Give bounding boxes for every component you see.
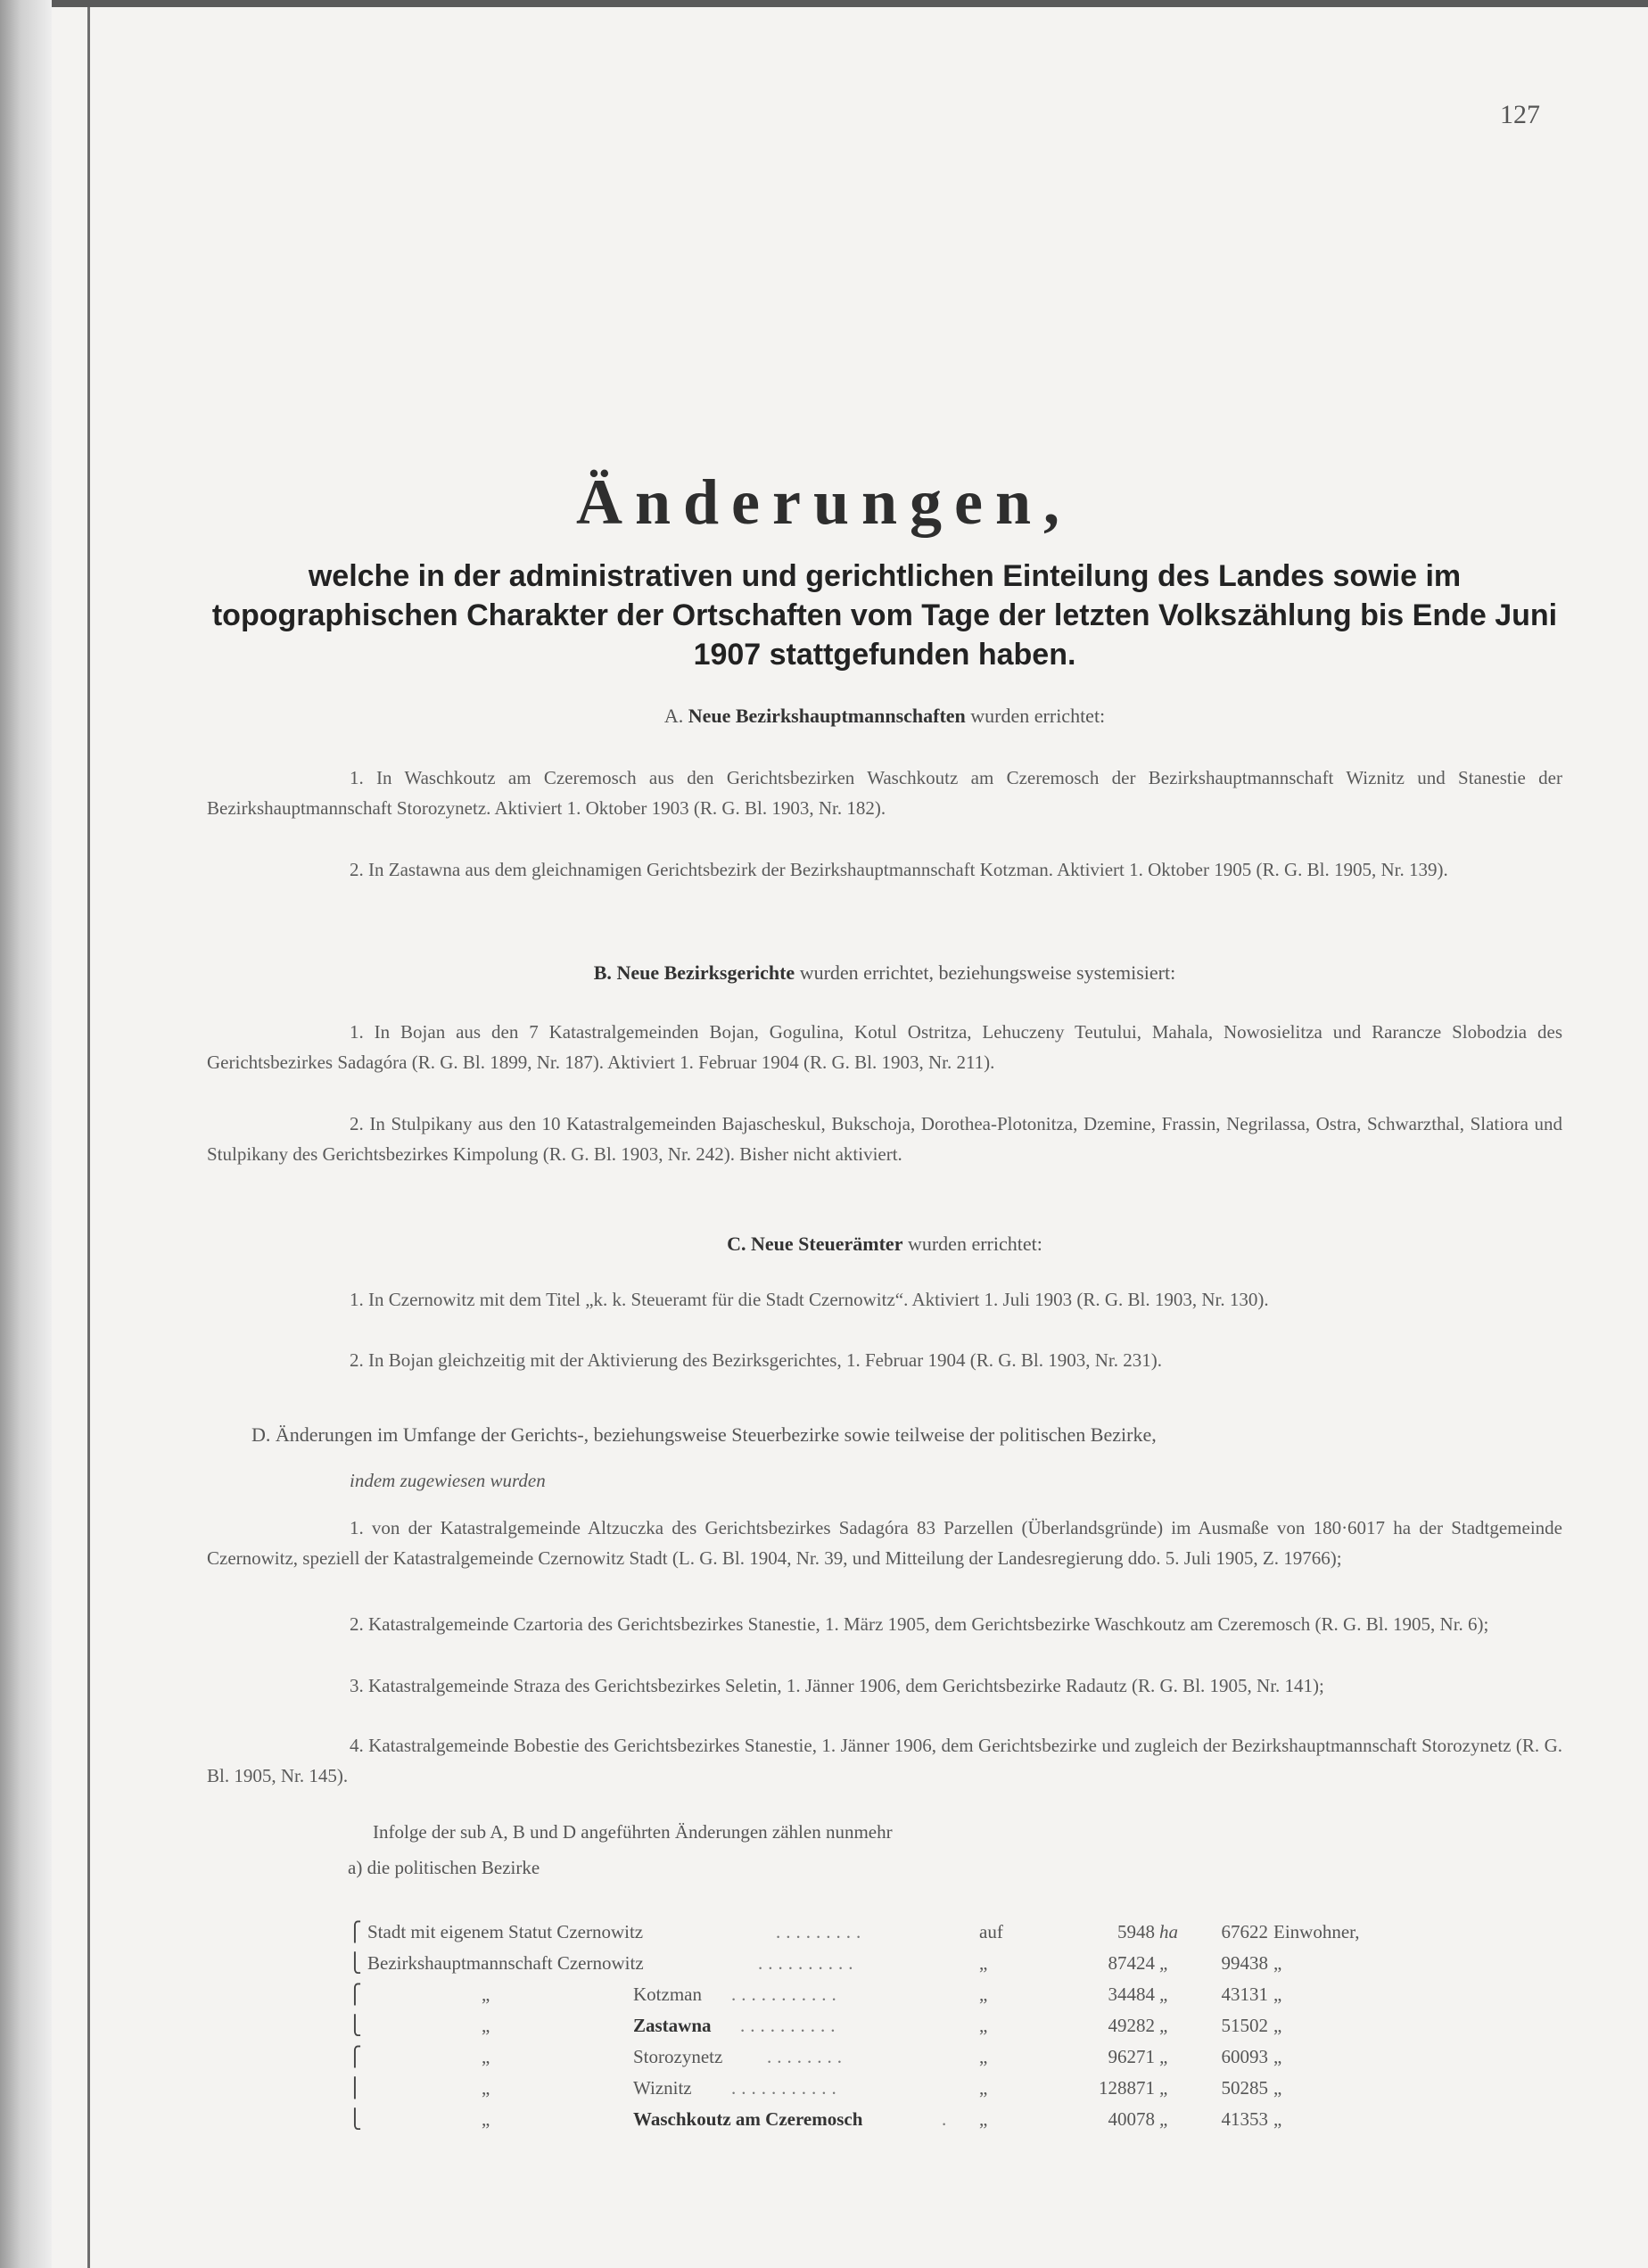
ditto-mark: „	[482, 2046, 490, 2067]
section-d-heading: D. Änderungen im Umfange der Gerichts-, beziehungsweise Steuerbezirke sowie teilweise der politischen Bezirke,	[251, 1423, 1157, 1446]
leader-dots: ...........	[731, 2077, 842, 2099]
population-value: 67622	[1221, 1921, 1268, 1942]
area-unit: „	[1159, 1983, 1170, 2005]
area-value: 34484	[1108, 1983, 1155, 2005]
section-a-heading	[207, 705, 1562, 728]
ditto-mark: „	[482, 2015, 490, 2036]
prep: „	[979, 2015, 988, 2036]
district-table	[348, 1921, 1382, 2140]
section-d-subheading: indem zugewiesen wurden	[350, 1470, 546, 1491]
area-unit: „	[1159, 2077, 1170, 2099]
population-label: „	[1273, 2046, 1282, 2067]
page-title: Änderungen,	[575, 466, 1073, 538]
ditto-mark: „	[482, 2108, 490, 2130]
ditto-mark: „	[482, 1983, 490, 2005]
brace-bottom: ⎩	[348, 1952, 362, 1974]
leader-dots: ..........	[758, 1952, 859, 1974]
population-value: 51502	[1221, 2015, 1268, 2036]
district-name: Stadt mit eigenem Statut Czernowitz	[367, 1921, 644, 1942]
section-c-label: C.	[727, 1233, 746, 1255]
section-c-item-2: 2. In Bojan gleichzeitig mit der Aktivierung des Bezirksgerichtes, 1. Februar 1904 (R. G. Bl. 1903, Nr. 231).	[350, 1349, 1162, 1371]
table-row	[348, 2108, 1382, 2140]
top-edge-rule	[52, 0, 1648, 7]
prep: „	[979, 1952, 988, 1974]
district-name: Kotzman	[633, 1983, 702, 2005]
section-c-title: Neue Steuerämter	[751, 1233, 903, 1255]
section-b-item-2: 2. In Stulpikany aus den 10 Katastralgemeinden Bajascheskul, Bukschoja, Dorothea-Plotonitza, Dzemine, Frassin, Negrilassa, Ostra, Schwarzthal, Slatiora und Stulpikany des Gerichtsbezirkes Kimpolung (R. G. Bl. 1903, Nr. 242). Bisher nicht aktiviert.	[207, 1113, 1562, 1165]
summary-item-a: a) die politischen Bezirke	[348, 1857, 540, 1878]
prep: „	[979, 2077, 988, 2099]
section-a-title: Neue Bezirkshauptmannschaften	[688, 705, 966, 727]
district-name: Bezirkshauptmannschaft Czernowitz	[367, 1952, 644, 1974]
section-b-title: Neue Bezirksgerichte	[616, 961, 795, 984]
population-label: „	[1273, 1952, 1282, 1974]
margin-rule	[87, 0, 90, 2268]
prep: „	[979, 2046, 988, 2067]
population-value: 60093	[1221, 2046, 1268, 2067]
section-b-rest: wurden errichtet, beziehungsweise systemisiert:	[799, 961, 1176, 984]
leader-dots: .........	[776, 1921, 867, 1942]
brace-top: ⎧	[348, 1921, 362, 1942]
area-unit: „	[1159, 2015, 1170, 2036]
brace-bottom: ⎩	[348, 2015, 362, 2036]
population-label: Einwohner,	[1273, 1921, 1360, 1942]
table-row	[348, 2077, 1382, 2108]
area-value: 87424	[1108, 1952, 1155, 1974]
prep: „	[979, 1983, 988, 2005]
brace-bottom: ⎩	[348, 2108, 362, 2130]
population-value: 99438	[1221, 1952, 1268, 1974]
page-subtitle: welche in der administrativen und gerichtlichen Einteilung des Landes sowie im topographischen Charakter der Ortschaften vom Tage der letzten Volkszählung bis Ende Juni 1907 stattgefunden haben.	[211, 559, 1558, 672]
section-d-item-1: 1. von der Katastralgemeinde Altzuczka des Gerichtsbezirkes Sadagóra 83 Parzellen (Überlandsgründe) im Ausmaße von 180·6017 ha der Stadtgemeinde Czernowitz, speziell der Katastralgemeinde Czernowitz Stadt (L. G. Bl. 1904, Nr. 39, und Mitteilung der Landesregierung ddo. 5. Juli 1905, Z. 19766);	[207, 1517, 1562, 1569]
table-row	[348, 2015, 1382, 2046]
leader-dots: ..........	[740, 2015, 841, 2036]
area-value: 128871	[1099, 2077, 1155, 2099]
area-value: 40078	[1108, 2108, 1155, 2130]
section-b-heading	[207, 961, 1562, 985]
district-name: Wiznitz	[633, 2077, 692, 2099]
section-b-item-1: 1. In Bojan aus den 7 Katastralgemeinden Bojan, Gogulina, Kotul Ostritza, Lehuczeny Teutului, Mahala, Nowosielitza und Rarancze Slobodzia des Gerichtsbezirkes Sadagóra (R. G. Bl. 1899, Nr. 187). Aktiviert 1. Februar 1904 (R. G. Bl. 1903, Nr. 211).	[207, 1021, 1562, 1073]
section-a-item-2: 2. In Zastawna aus dem gleichnamigen Gerichtsbezirk der Bezirkshauptmannschaft Kotzman. Aktiviert 1. Oktober 1905 (R. G. Bl. 1905, Nr. 139).	[350, 859, 1448, 880]
area-unit: „	[1159, 1952, 1170, 1974]
population-label: „	[1273, 2015, 1282, 2036]
ditto-mark: „	[482, 2077, 490, 2099]
district-name: Zastawna	[633, 2015, 712, 2036]
leader-dots: .	[942, 2108, 952, 2130]
population-value: 41353	[1221, 2108, 1268, 2130]
brace-top: ⎧	[348, 1983, 362, 2005]
section-a-item-1: 1. In Waschkoutz am Czeremosch aus den Gerichtsbezirken Waschkoutz am Czeremosch der Bezirkshauptmannschaft Wiznitz und Stanestie der Bezirkshauptmannschaft Storozynetz. Aktiviert 1. Oktober 1903 (R. G. Bl. 1903, Nr. 182).	[207, 767, 1562, 819]
table-row	[348, 2046, 1382, 2077]
area-unit: „	[1159, 2046, 1170, 2067]
section-d-item-2: 2. Katastralgemeinde Czartoria des Gerichtsbezirkes Stanestie, 1. März 1905, dem Gerichtsbezirke Waschkoutz am Czeremosch (R. G. Bl. 1905, Nr. 6);	[350, 1613, 1489, 1635]
table-row	[348, 1952, 1382, 1983]
population-label: „	[1273, 2108, 1282, 2130]
population-value: 43131	[1221, 1983, 1268, 2005]
table-row	[348, 1921, 1382, 1952]
prep: auf	[979, 1921, 1003, 1942]
leader-dots: ........	[767, 2046, 847, 2067]
section-b-label: B.	[593, 961, 612, 984]
section-c-heading	[207, 1233, 1562, 1256]
area-value: 49282	[1108, 2015, 1155, 2036]
brace-top: ⎧	[348, 2046, 362, 2067]
population-label: „	[1273, 2077, 1282, 2099]
area-unit: ha	[1159, 1921, 1178, 1942]
section-d-item-3: 3. Katastralgemeinde Straza des Gerichtsbezirkes Seletin, 1. Jänner 1906, dem Gerichtsbezirke Radautz (R. G. Bl. 1905, Nr. 141);	[350, 1675, 1324, 1696]
summary-intro: Infolge der sub A, B und D angeführten Änderungen zählen nunmehr	[373, 1821, 893, 1843]
brace-mid: ⎪	[348, 2077, 362, 2099]
section-a-label: A.	[663, 705, 684, 727]
area-value: 5948	[1117, 1921, 1155, 1942]
population-value: 50285	[1221, 2077, 1268, 2099]
area-value: 96271	[1108, 2046, 1155, 2067]
district-name: Storozynetz	[633, 2046, 723, 2067]
page-edge-shadow	[0, 0, 52, 2268]
table-row	[348, 1983, 1382, 2015]
page-number: 127	[1500, 100, 1540, 129]
area-unit: „	[1159, 2108, 1170, 2130]
section-d-item-4: 4. Katastralgemeinde Bobestie des Gerichtsbezirkes Stanestie, 1. Jänner 1906, dem Gerichtsbezirke und zugleich der Bezirkshauptmannschaft Storozynetz (R. G. Bl. 1905, Nr. 145).	[207, 1735, 1562, 1786]
leader-dots: ...........	[731, 1983, 842, 2005]
section-a-rest: wurden errichtet:	[970, 705, 1106, 727]
population-label: „	[1273, 1983, 1282, 2005]
section-c-item-1: 1. In Czernowitz mit dem Titel „k. k. Steueramt für die Stadt Czernowitz“. Aktiviert 1. Juli 1903 (R. G. Bl. 1903, Nr. 130).	[350, 1289, 1269, 1310]
prep: „	[979, 2108, 988, 2130]
district-name: Waschkoutz am Czeremosch	[633, 2108, 863, 2130]
section-c-rest: wurden errichtet:	[907, 1233, 1042, 1255]
